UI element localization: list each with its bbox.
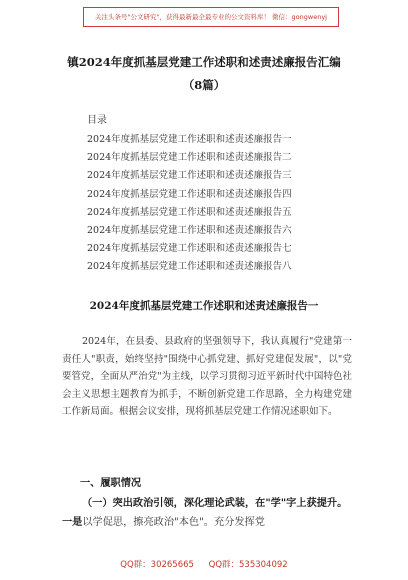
subsection-text: 以学促思，擦亮政治"本色"。充分发挥党 [82,517,265,528]
body-paragraph [62,333,352,421]
toc-item[interactable]: 2024年度抓基层党建工作述职和述责述廉报告八 [87,261,292,273]
toc-item[interactable]: 2024年度抓基层党建工作述职和述责述廉报告四 [87,188,292,200]
document-title: 镇2024年度抓基层党建工作述职和述责述廉报告汇编 [67,55,341,69]
toc-item[interactable]: 2024年度抓基层党建工作述职和述责述廉报告三 [87,170,292,182]
subsection-point-marker: 一是 [62,516,83,528]
toc-list [87,131,292,277]
footer-qq-group-1: QQ群：30265665 [120,560,194,570]
toc-item[interactable]: 2024年度抓基层党建工作述职和述责述廉报告七 [87,243,292,255]
toc-item[interactable]: 2024年度抓基层党建工作述职和述责述廉报告二 [87,152,292,164]
toc-item[interactable]: 2024年度抓基层党建工作述职和述责述廉报告五 [87,206,292,218]
body-paragraph-text: 2024年，在县委、县政府的坚强领导下，我认真履行"党建第一责任人"职责，始终坚持"围绕中心抓党建、抓好党建促发展"，以"党要管党，全面从严治党"为主线，以学习贯彻习近平新时代中国特色社会主义思想主题教育为抓手，不断创新党建工作思路，全力构建党建工作新局面。根据会议安排，现将抓基层党建工作情况述职如下。 [62,336,352,418]
footer [0,558,408,570]
subsection-paragraph [62,494,354,532]
footer-qq-group-2: QQ群：535304092 [208,560,288,570]
top-banner: 关注头条号"公文研究"，获得最新最全最专业的公文资料库！ 微信：gongwenyj [83,7,339,27]
toc-item[interactable]: 2024年度抓基层党建工作述职和述责述廉报告六 [87,224,292,236]
document-subtitle: （8篇） [182,78,226,92]
heading-level-1: 一、履职情况 [80,477,142,489]
toc-item[interactable]: 2024年度抓基层党建工作述职和述责述廉报告一 [87,134,292,145]
toc-heading: 目录 [87,115,107,126]
section-title: 2024年度抓基层党建工作述职和述责述廉报告一 [89,300,319,312]
subsection-heading: （一）突出政治引领，深化理论武装，在"学"字上获提升。 [82,497,348,509]
